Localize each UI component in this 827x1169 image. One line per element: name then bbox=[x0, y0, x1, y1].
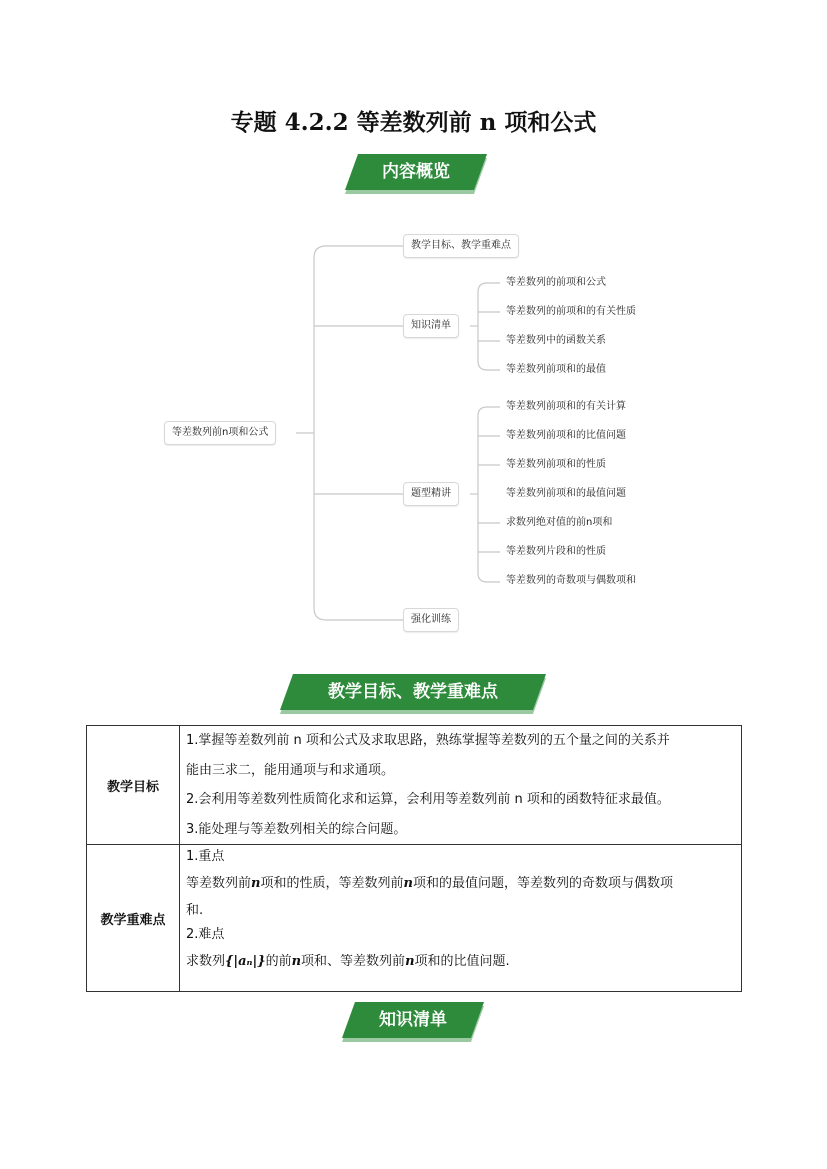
difficulty-heading: 2.难点 bbox=[186, 926, 225, 942]
leaf-type-6: 等差数列片段和的性质 bbox=[506, 546, 606, 557]
row-header-key-points: 教学重难点 bbox=[87, 845, 180, 992]
branch-knowledge: 知识清单 bbox=[403, 314, 459, 338]
mind-map-root: 等差数列前n项和公式 bbox=[164, 421, 276, 445]
banner-label: 知识清单 bbox=[379, 1010, 447, 1030]
leaf-type-4: 等差数列前项和的最值问题 bbox=[506, 488, 626, 499]
section-banner-knowledge bbox=[342, 1002, 484, 1042]
leaf-knowledge-2: 等差数列的前项和的有关性质 bbox=[506, 306, 636, 317]
branch-training: 强化训练 bbox=[403, 608, 459, 632]
leaf-type-1: 等差数列前项和的有关计算 bbox=[506, 401, 626, 412]
banner-label: 教学目标、教学重难点 bbox=[328, 682, 498, 702]
leaf-type-2: 等差数列前项和的比值问题 bbox=[506, 430, 626, 441]
table-row bbox=[87, 845, 742, 992]
key-points-content bbox=[180, 845, 742, 992]
table-row bbox=[87, 726, 742, 845]
key-point-line: 等差数列前n项和的性质，等差数列前n项和的最值问题，等差数列的奇数项与偶数项 bbox=[186, 876, 673, 891]
page-title: 专题 4.2.2 等差数列前 n 项和公式 bbox=[230, 109, 597, 136]
key-point-line: 和. bbox=[186, 902, 204, 918]
goals-table bbox=[86, 725, 742, 992]
row-header-goals: 教学目标 bbox=[87, 726, 180, 845]
goal-line: 能由三求二，能用通项与和求通项。 bbox=[186, 762, 395, 778]
leaf-knowledge-4: 等差数列前项和的最值 bbox=[506, 364, 606, 375]
key-point-heading: 1.重点 bbox=[186, 849, 225, 864]
branch-question-types: 题型精讲 bbox=[403, 482, 459, 506]
goal-line: 2.会利用等差数列性质简化求和运算，会利用等差数列前 n 项和的函数特征求最值。 bbox=[186, 792, 670, 807]
branch-goals: 教学目标、教学重难点 bbox=[403, 234, 519, 258]
banner-label: 内容概览 bbox=[382, 162, 450, 182]
leaf-type-5: 求数列绝对值的前n项和 bbox=[506, 517, 613, 528]
leaf-knowledge-3: 等差数列中的函数关系 bbox=[506, 335, 606, 346]
goals-content bbox=[180, 726, 742, 845]
leaf-type-3: 等差数列前项和的性质 bbox=[506, 459, 606, 470]
difficulty-line: 求数列{|aₙ|}的前n项和、等差数列前n项和的比值问题. bbox=[186, 953, 510, 969]
section-banner-goals bbox=[280, 674, 546, 714]
leaf-knowledge-1: 等差数列的前项和公式 bbox=[506, 277, 606, 288]
leaf-type-7: 等差数列的奇数项与偶数项和 bbox=[506, 575, 636, 586]
goal-line: 3.能处理与等差数列相关的综合问题。 bbox=[186, 821, 407, 837]
goal-line: 1.掌握等差数列前 n 项和公式及求取思路，熟练掌握等差数列的五个量之间的关系并 bbox=[186, 733, 670, 748]
